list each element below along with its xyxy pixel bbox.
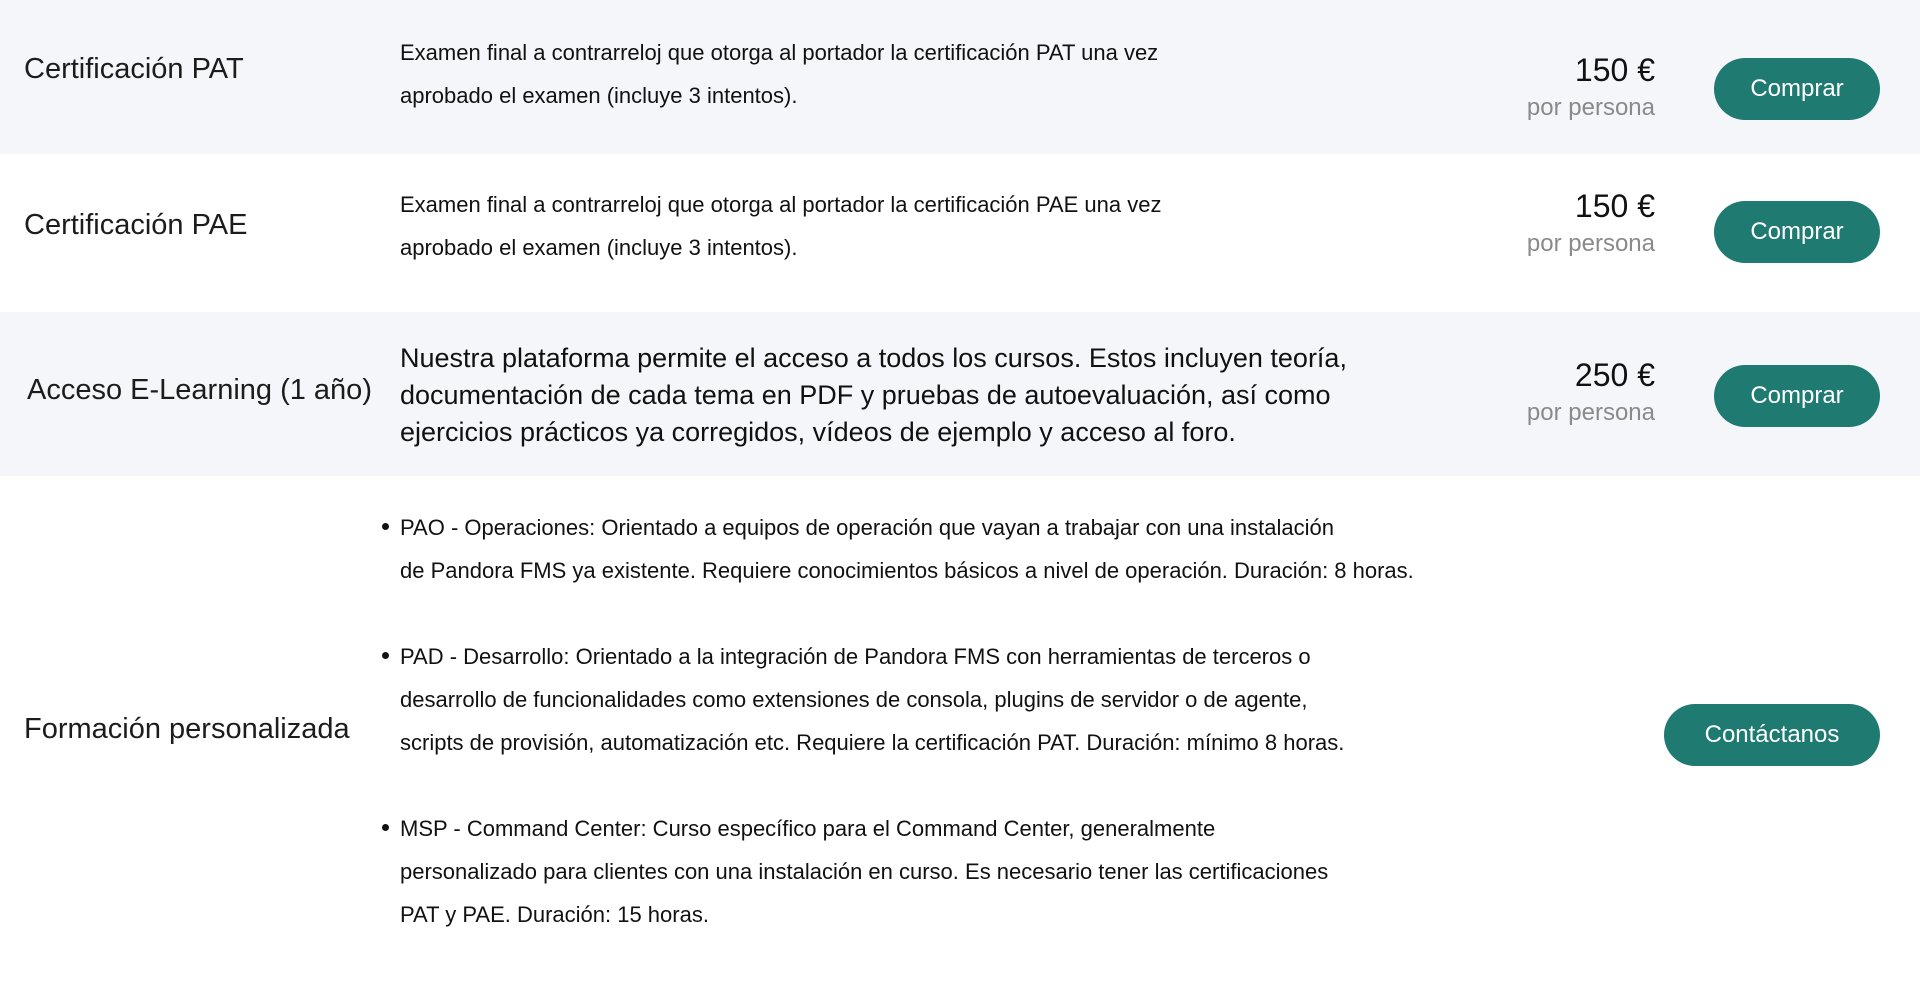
- product-name: Formación personalizada: [24, 713, 350, 745]
- description-line: Nuestra plataforma permite el acceso a todos los cursos. Estos incluyen teoría,: [400, 343, 1347, 373]
- description-line: Examen final a contrarreloj que otorga al portador la certificación PAE una vez: [400, 192, 1162, 217]
- course-line: PAT y PAE. Duración: 15 horas.: [400, 902, 709, 927]
- description-line: documentación de cada tema en PDF y pruebas de autoevaluación, así como: [400, 380, 1331, 410]
- pricing-row-custom-training: [0, 476, 1920, 994]
- course-description: [400, 506, 1414, 592]
- buy-button[interactable]: Comprar: [1714, 58, 1880, 120]
- course-line: de Pandora FMS ya existente. Requiere conocimientos básicos a nivel de operación. Duración: 8 horas.: [400, 558, 1414, 583]
- price-block: [1527, 187, 1655, 263]
- bullet-icon: [382, 523, 389, 530]
- course-line: desarrollo de funcionalidades como extensiones de consola, plugins de servidor o de agente,: [400, 687, 1308, 712]
- price-amount: 150 €: [1574, 188, 1655, 224]
- price-unit: por persona: [1526, 230, 1655, 257]
- price-unit: por persona: [1526, 94, 1655, 121]
- price-amount: 150 €: [1574, 52, 1655, 88]
- price-amount: 250 €: [1574, 357, 1655, 393]
- pricing-row-pae: [0, 154, 1920, 312]
- course-line: MSP - Command Center: Curso específico para el Command Center, generalmente: [400, 816, 1216, 841]
- description-line: Examen final a contrarreloj que otorga al portador la certificación PAT una vez: [400, 40, 1159, 65]
- course-line: PAD - Desarrollo: Orientado a la integración de Pandora FMS con herramientas de terceros o: [400, 644, 1311, 669]
- price-block: [1527, 356, 1655, 432]
- course-line: personalizado para clientes con una instalación en curso. Es necesario tener las certificaciones: [400, 859, 1329, 884]
- buy-button[interactable]: Comprar: [1714, 201, 1880, 263]
- product-description: [400, 183, 1161, 269]
- course-description: [400, 635, 1344, 764]
- product-name: Acceso E-Learning (1 año): [27, 374, 372, 406]
- buy-button[interactable]: Comprar: [1714, 365, 1880, 427]
- pricing-row-pat: [0, 0, 1920, 154]
- description-line: aprobado el examen (incluye 3 intentos).: [400, 235, 798, 260]
- pricing-row-elearning: [0, 312, 1920, 476]
- product-name: Certificación PAT: [24, 53, 244, 85]
- description-line: aprobado el examen (incluye 3 intentos).: [400, 83, 798, 108]
- bullet-icon: [382, 652, 389, 659]
- bullet-icon: [382, 824, 389, 831]
- price-unit: por persona: [1526, 399, 1655, 426]
- course-description: [400, 807, 1328, 936]
- product-description: [400, 31, 1158, 117]
- product-name: Certificación PAE: [24, 209, 248, 241]
- course-line: PAO - Operaciones: Orientado a equipos de operación que vayan a trabajar con una instalación: [400, 515, 1334, 540]
- contact-button[interactable]: Contáctanos: [1664, 704, 1880, 766]
- product-description: [400, 340, 1347, 451]
- description-line: ejercicios prácticos ya corregidos, vídeos de ejemplo y acceso al foro.: [400, 417, 1236, 447]
- course-line: scripts de provisión, automatización etc. Requiere la certificación PAT. Duración: mínimo 8 horas.: [400, 730, 1345, 755]
- price-block: [1527, 51, 1655, 127]
